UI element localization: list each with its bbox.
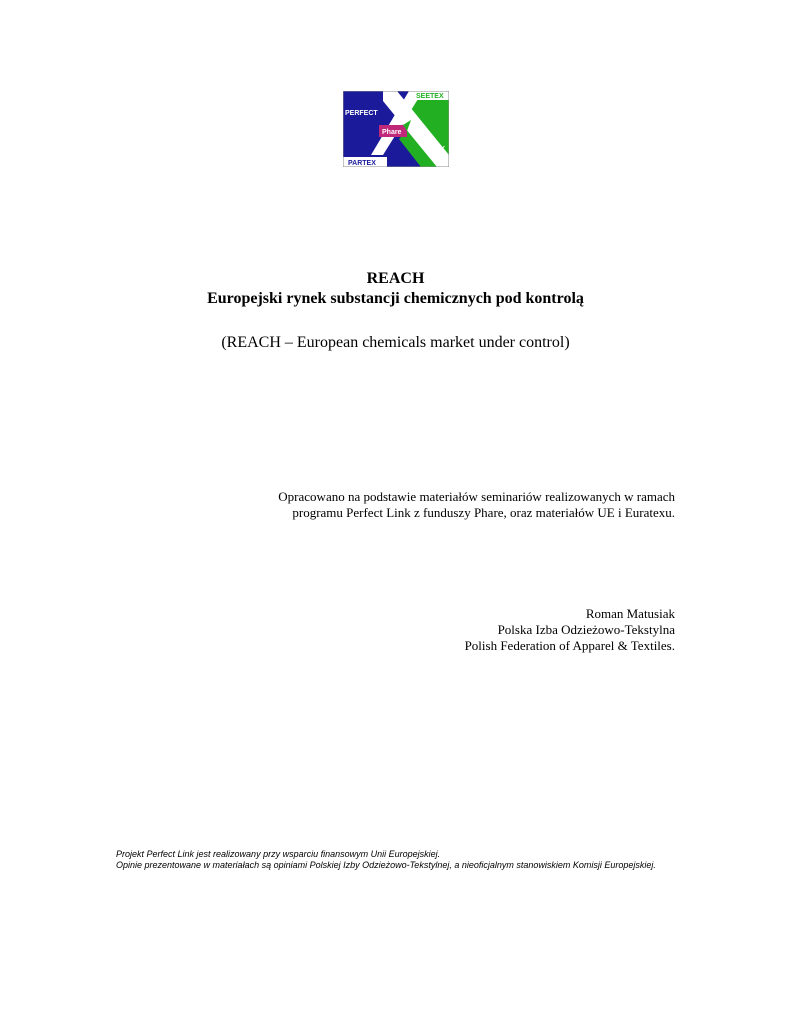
author-org-english: Polish Federation of Apparel & Textiles. — [464, 638, 675, 653]
source-note — [195, 489, 675, 521]
logo-perfect-label: PERFECT — [345, 110, 378, 117]
logo-link-label: LINK — [429, 146, 446, 153]
logo-seetex-label: SEETEX — [416, 93, 444, 100]
english-title: (REACH – European chemicals market under control) — [221, 334, 570, 351]
source-note-line-1: Opracowano na podstawie materiałów seminariów realizowanych w ramach — [278, 489, 675, 504]
page-subtitle: Europejski rynek substancji chemicznych pod kontrolą — [207, 290, 584, 307]
footer-line-2: Opinie prezentowane w materiałach są opiniami Polskiej Izby Odzieżowo-Tekstylnej, a nieoficjalnym stanowiskiem Komisji Europejskiej. — [116, 860, 656, 870]
logo-phare-label: Phare — [382, 129, 402, 136]
logo-graphic — [343, 91, 449, 167]
footer-line-1: Projekt Perfect Link jest realizowany przy wsparciu finansowym Unii Europejskiej. — [116, 849, 441, 859]
footer-disclaimer — [116, 849, 656, 871]
author-block — [275, 606, 675, 654]
logo-partex-label: PARTEX — [348, 160, 376, 167]
title-block — [0, 269, 791, 309]
author-org-polish: Polska Izba Odzieżowo-Tekstylna — [497, 622, 675, 637]
perfect-link-logo — [343, 91, 449, 167]
author-name: Roman Matusiak — [585, 606, 675, 621]
page-title: REACH — [366, 270, 425, 287]
source-note-line-2: programu Perfect Link z funduszy Phare, oraz materiałów UE i Euratexu. — [292, 505, 675, 520]
